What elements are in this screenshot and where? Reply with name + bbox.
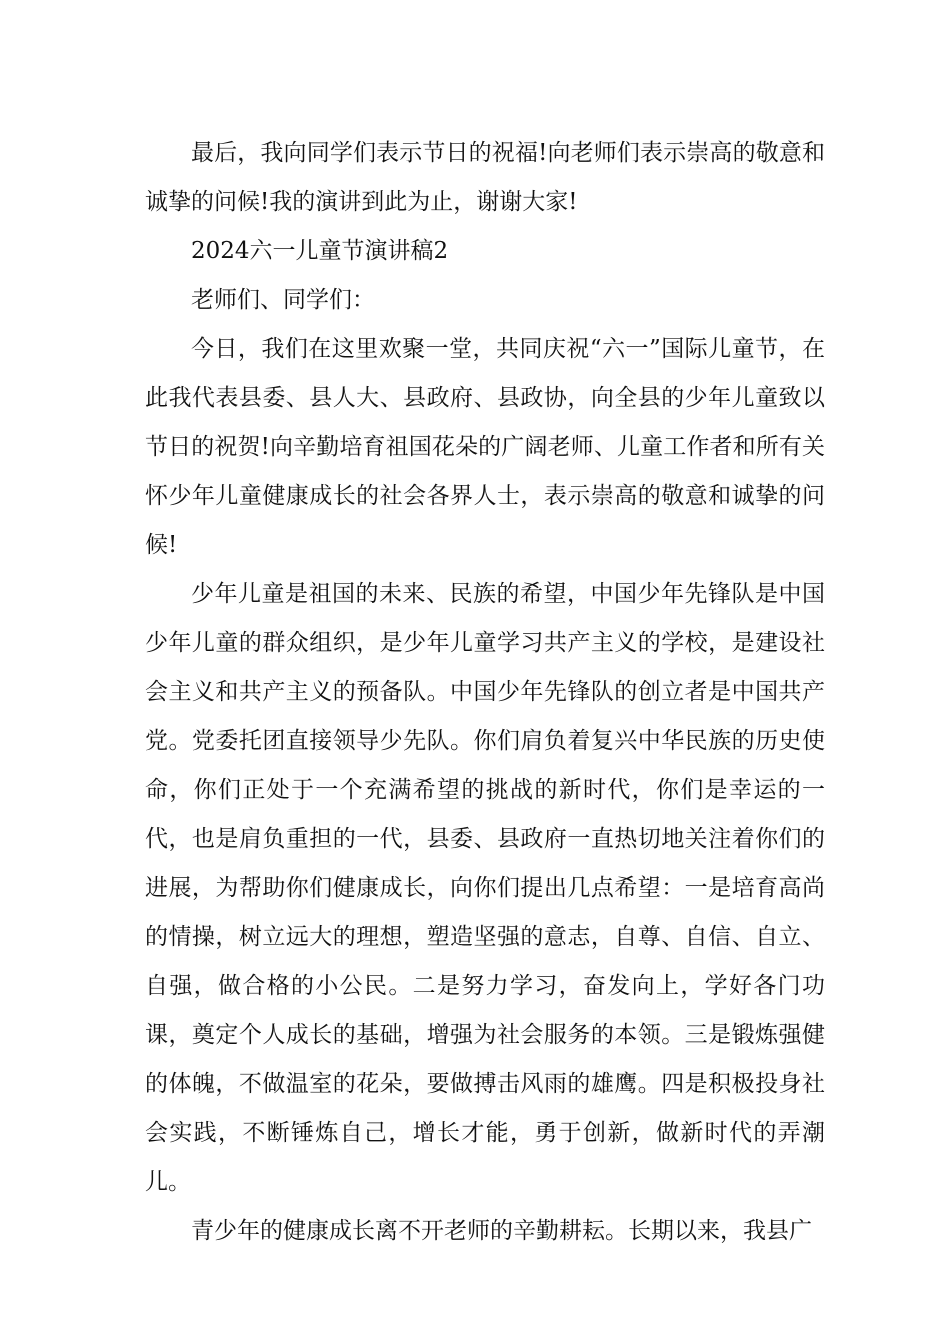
paragraph-hopes: 少年儿童是祖国的未来、民族的希望，中国少年先锋队是中国少年儿童的群众组织，是少年儿童学习共产主义的学校，是建设社会主义和共产主义的预备队。中国少年先锋队的创立者是中国共产党。党委托团直接领导少先队。你们肩负着复兴中华民族的历史使命，你们正处于一个充满希望的挑战的新时代，你们是幸运的一代，也是肩负重担的一代，县委、县政府一直热切地关注着你们的进展，为帮助你们健康成长，向你们提出几点希望：一是培育高尚的情操，树立远大的理想，塑造坚强的意志，自尊、自信、自立、自强，做合格的小公民。二是努力学习，奋发向上，学好各门功课，奠定个人成长的基础，增强为社会服务的本领。三是锻炼强健的体魄，不做温室的花朵，要做搏击风雨的雄鹰。四是积极投身社会实践，不断锤炼自己，增长才能，勇于创新，做新时代的弄潮儿。: [145, 581, 825, 1195]
paragraph-closing-remarks: 最后，我向同学们表示节日的祝福!向老师们表示崇高的敬意和诚挚的问候!我的演讲到此为止，谢谢大家!: [145, 140, 825, 215]
salutation: 老师们、同学们：: [191, 287, 375, 313]
speech-heading: 2024六一儿童节演讲稿2: [191, 238, 449, 264]
paragraph-greeting: 今日，我们在这里欢聚一堂，共同庆祝“六一”国际儿童节，在此我代表县委、县人大、县政府、县政协，向全县的少年儿童致以节日的祝贺!向辛勤培育祖国花朵的广阔老师、儿童工作者和所有关怀少年儿童健康成长的社会各界人士，表示崇高的敬意和诚挚的问候!: [145, 336, 825, 558]
document-body: [145, 129, 825, 1256]
paragraph-teachers: 青少年的健康成长离不开老师的辛勤耕耘。长期以来，我县广: [191, 1218, 812, 1244]
